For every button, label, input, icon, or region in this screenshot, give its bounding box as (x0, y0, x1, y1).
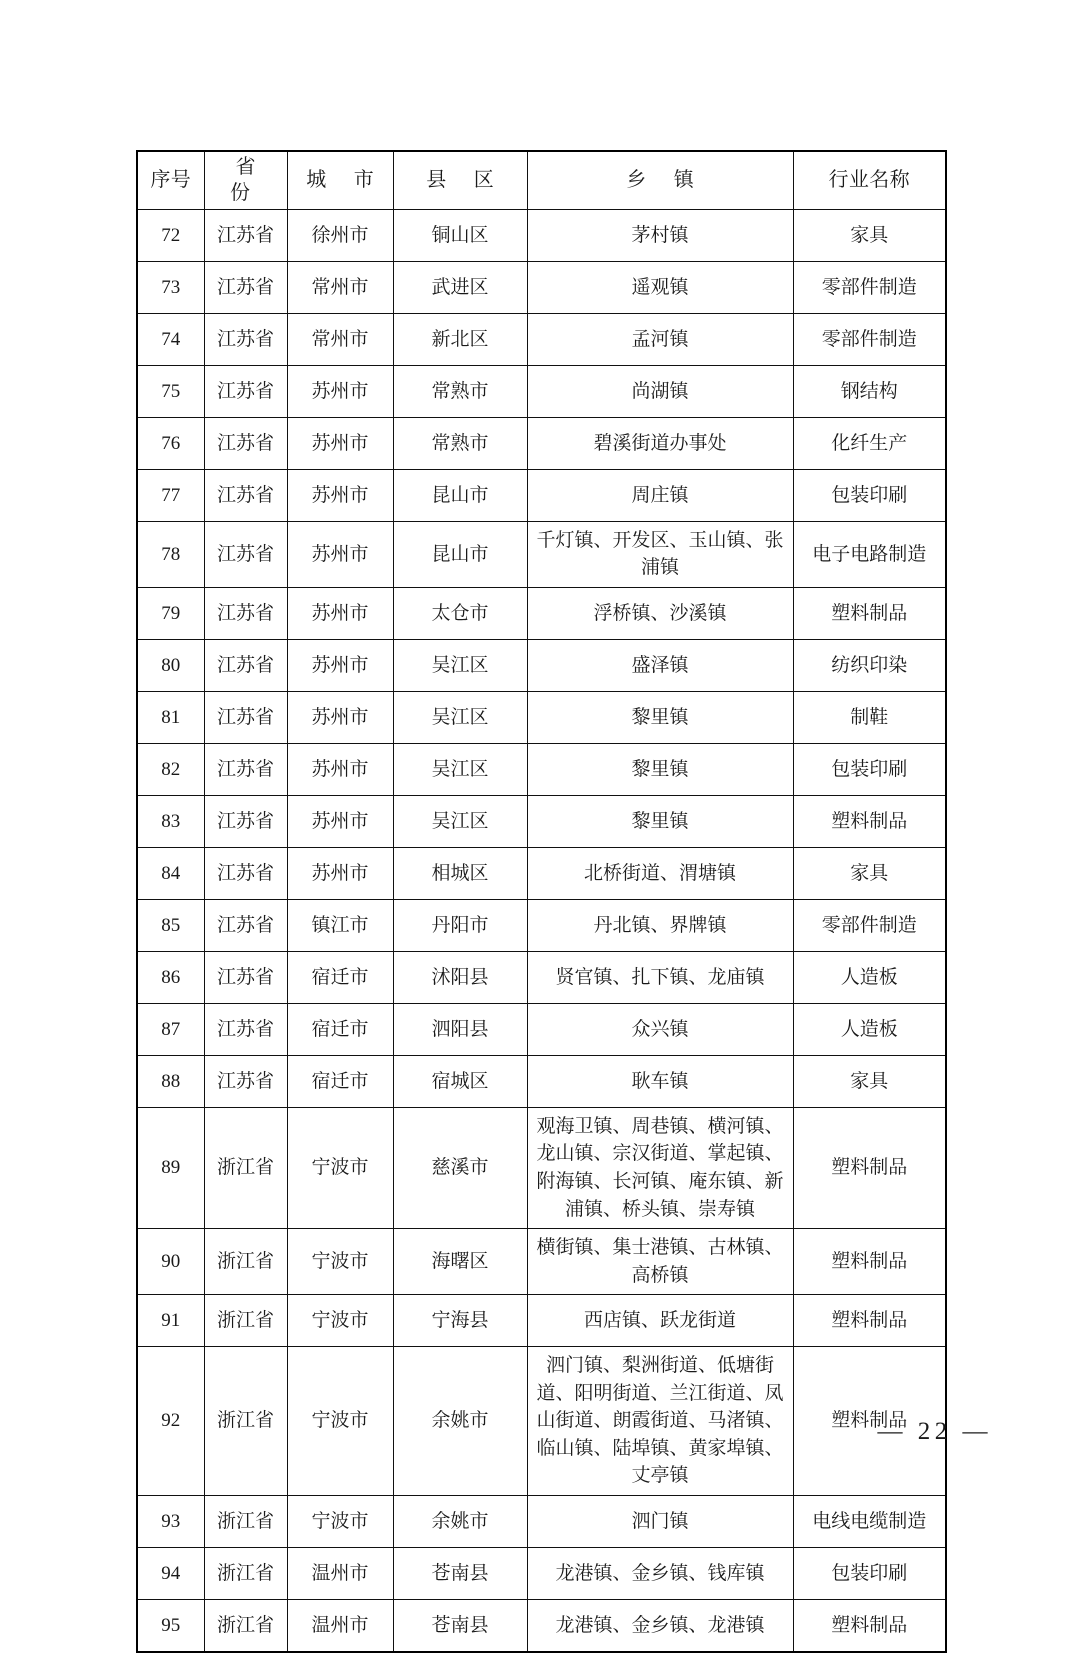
cell-city: 宿迁市 (287, 1055, 393, 1107)
cell-province: 江苏省 (204, 847, 287, 899)
column-header-province: 省 份 (204, 151, 287, 209)
cell-city: 镇江市 (287, 899, 393, 951)
cell-seq: 79 (137, 587, 204, 639)
cell-seq: 89 (137, 1107, 204, 1228)
cell-county: 海曙区 (393, 1229, 527, 1295)
cell-province: 江苏省 (204, 639, 287, 691)
cell-city: 温州市 (287, 1599, 393, 1652)
cell-seq: 78 (137, 521, 204, 587)
cell-industry: 零部件制造 (793, 261, 946, 313)
cell-county: 苍南县 (393, 1599, 527, 1652)
cell-industry: 家具 (793, 1055, 946, 1107)
cell-seq: 84 (137, 847, 204, 899)
page-number: — 22 — (877, 1418, 992, 1445)
cell-town: 盛泽镇 (527, 639, 793, 691)
cell-town: 观海卫镇、周巷镇、横河镇、龙山镇、宗汉街道、掌起镇、附海镇、长河镇、庵东镇、新浦镇、桥头镇、崇寿镇 (527, 1107, 793, 1228)
cell-town: 贤官镇、扎下镇、龙庙镇 (527, 951, 793, 1003)
table-row (137, 1599, 946, 1652)
cell-industry: 塑料制品 (793, 1229, 946, 1295)
cell-town: 北桥街道、渭塘镇 (527, 847, 793, 899)
cell-seq: 83 (137, 795, 204, 847)
cell-industry: 零部件制造 (793, 313, 946, 365)
cell-county: 余姚市 (393, 1495, 527, 1547)
table-row (137, 209, 946, 261)
cell-town: 丹北镇、界牌镇 (527, 899, 793, 951)
cell-industry: 人造板 (793, 1003, 946, 1055)
column-header-city: 城 市 (287, 151, 393, 209)
cell-town: 千灯镇、开发区、玉山镇、张浦镇 (527, 521, 793, 587)
cell-seq: 95 (137, 1599, 204, 1652)
cell-province: 浙江省 (204, 1599, 287, 1652)
table-row (137, 951, 946, 1003)
cell-town: 众兴镇 (527, 1003, 793, 1055)
cell-industry: 家具 (793, 847, 946, 899)
table-row (137, 1229, 946, 1295)
cell-town: 遥观镇 (527, 261, 793, 313)
cell-seq: 76 (137, 417, 204, 469)
cell-town: 浮桥镇、沙溪镇 (527, 587, 793, 639)
cell-province: 江苏省 (204, 313, 287, 365)
cell-province: 浙江省 (204, 1547, 287, 1599)
cell-city: 常州市 (287, 261, 393, 313)
cell-province: 浙江省 (204, 1495, 287, 1547)
table-row (137, 899, 946, 951)
table-row (137, 261, 946, 313)
cell-seq: 88 (137, 1055, 204, 1107)
cell-province: 江苏省 (204, 209, 287, 261)
cell-county: 宿城区 (393, 1055, 527, 1107)
cell-town: 黎里镇 (527, 743, 793, 795)
cell-province: 江苏省 (204, 587, 287, 639)
cell-province: 浙江省 (204, 1107, 287, 1228)
column-header-county: 县 区 (393, 151, 527, 209)
cell-seq: 72 (137, 209, 204, 261)
cell-province: 浙江省 (204, 1347, 287, 1496)
cell-city: 宿迁市 (287, 951, 393, 1003)
cell-town: 泗门镇、梨洲街道、低塘街道、阳明街道、兰江街道、凤山街道、朗霞街道、马渚镇、临山镇、陆埠镇、黄家埠镇、丈亭镇 (527, 1347, 793, 1496)
cell-county: 泗阳县 (393, 1003, 527, 1055)
table-row (137, 469, 946, 521)
cell-province: 浙江省 (204, 1295, 287, 1347)
cell-seq: 81 (137, 691, 204, 743)
column-header-industry: 行业名称 (793, 151, 946, 209)
cell-county: 吴江区 (393, 743, 527, 795)
cell-province: 江苏省 (204, 951, 287, 1003)
cell-county: 昆山市 (393, 521, 527, 587)
cell-county: 吴江区 (393, 691, 527, 743)
cell-city: 苏州市 (287, 365, 393, 417)
cell-seq: 74 (137, 313, 204, 365)
cell-city: 徐州市 (287, 209, 393, 261)
cell-town: 泗门镇 (527, 1495, 793, 1547)
cell-seq: 77 (137, 469, 204, 521)
table-row (137, 847, 946, 899)
cell-city: 苏州市 (287, 743, 393, 795)
table-row (137, 1055, 946, 1107)
cell-city: 宁波市 (287, 1229, 393, 1295)
cell-industry: 塑料制品 (793, 1347, 946, 1496)
table-row (137, 521, 946, 587)
cell-town: 黎里镇 (527, 795, 793, 847)
cell-province: 江苏省 (204, 743, 287, 795)
table-row (137, 587, 946, 639)
cell-province: 江苏省 (204, 1003, 287, 1055)
cell-province: 江苏省 (204, 261, 287, 313)
cell-province: 江苏省 (204, 469, 287, 521)
cell-county: 太仓市 (393, 587, 527, 639)
cell-seq: 92 (137, 1347, 204, 1496)
cell-county: 丹阳市 (393, 899, 527, 951)
table-header-row (137, 151, 946, 209)
cell-seq: 87 (137, 1003, 204, 1055)
cell-town: 横街镇、集士港镇、古林镇、高桥镇 (527, 1229, 793, 1295)
cell-seq: 75 (137, 365, 204, 417)
cell-county: 苍南县 (393, 1547, 527, 1599)
cell-city: 苏州市 (287, 587, 393, 639)
table-row (137, 1003, 946, 1055)
cell-city: 苏州市 (287, 795, 393, 847)
cell-city: 宁波市 (287, 1295, 393, 1347)
cell-county: 余姚市 (393, 1347, 527, 1496)
column-header-seq: 序号 (137, 151, 204, 209)
cell-province: 江苏省 (204, 795, 287, 847)
cell-seq: 80 (137, 639, 204, 691)
cell-industry: 包装印刷 (793, 743, 946, 795)
cell-county: 相城区 (393, 847, 527, 899)
table-row (137, 691, 946, 743)
cell-county: 新北区 (393, 313, 527, 365)
table-row (137, 795, 946, 847)
cell-province: 江苏省 (204, 521, 287, 587)
cell-county: 吴江区 (393, 639, 527, 691)
table-row (137, 1547, 946, 1599)
cell-town: 西店镇、跃龙街道 (527, 1295, 793, 1347)
cell-industry: 塑料制品 (793, 1107, 946, 1228)
cell-seq: 93 (137, 1495, 204, 1547)
cell-city: 温州市 (287, 1547, 393, 1599)
cell-city: 苏州市 (287, 469, 393, 521)
table-row (137, 1295, 946, 1347)
cell-town: 龙港镇、金乡镇、龙港镇 (527, 1599, 793, 1652)
cell-city: 宁波市 (287, 1347, 393, 1496)
table-row (137, 365, 946, 417)
cell-city: 宁波市 (287, 1107, 393, 1228)
cell-county: 常熟市 (393, 365, 527, 417)
table-row (137, 743, 946, 795)
cell-city: 苏州市 (287, 847, 393, 899)
cell-town: 碧溪街道办事处 (527, 417, 793, 469)
cell-city: 苏州市 (287, 521, 393, 587)
cell-county: 吴江区 (393, 795, 527, 847)
cell-seq: 85 (137, 899, 204, 951)
cell-province: 江苏省 (204, 365, 287, 417)
cell-town: 尚湖镇 (527, 365, 793, 417)
cell-county: 武进区 (393, 261, 527, 313)
cell-seq: 91 (137, 1295, 204, 1347)
cell-seq: 82 (137, 743, 204, 795)
table-header (137, 151, 946, 209)
table-body (137, 209, 946, 1652)
cell-seq: 90 (137, 1229, 204, 1295)
cell-city: 宿迁市 (287, 1003, 393, 1055)
cell-industry: 人造板 (793, 951, 946, 1003)
cell-industry: 塑料制品 (793, 1599, 946, 1652)
cell-province: 江苏省 (204, 417, 287, 469)
cell-county: 宁海县 (393, 1295, 527, 1347)
column-header-town: 乡 镇 (527, 151, 793, 209)
cell-city: 苏州市 (287, 691, 393, 743)
cell-industry: 塑料制品 (793, 795, 946, 847)
table-row (137, 417, 946, 469)
cell-town: 耿车镇 (527, 1055, 793, 1107)
cell-town: 龙港镇、金乡镇、钱库镇 (527, 1547, 793, 1599)
cell-city: 苏州市 (287, 639, 393, 691)
cell-county: 慈溪市 (393, 1107, 527, 1228)
cell-seq: 86 (137, 951, 204, 1003)
cell-industry: 零部件制造 (793, 899, 946, 951)
cell-industry: 制鞋 (793, 691, 946, 743)
cell-province: 江苏省 (204, 1055, 287, 1107)
cell-industry: 电子电路制造 (793, 521, 946, 587)
table-row (137, 1347, 946, 1496)
table-row (137, 1495, 946, 1547)
cell-city: 宁波市 (287, 1495, 393, 1547)
cell-county: 常熟市 (393, 417, 527, 469)
cell-province: 江苏省 (204, 691, 287, 743)
table-row (137, 639, 946, 691)
cell-town: 茅村镇 (527, 209, 793, 261)
cell-county: 铜山区 (393, 209, 527, 261)
cell-town: 周庄镇 (527, 469, 793, 521)
cell-seq: 94 (137, 1547, 204, 1599)
cell-city: 常州市 (287, 313, 393, 365)
table-row (137, 313, 946, 365)
cell-county: 沭阳县 (393, 951, 527, 1003)
cell-industry: 包装印刷 (793, 1547, 946, 1599)
industry-town-table (136, 150, 947, 1653)
cell-industry: 塑料制品 (793, 1295, 946, 1347)
cell-province: 江苏省 (204, 899, 287, 951)
cell-county: 昆山市 (393, 469, 527, 521)
cell-industry: 纺织印染 (793, 639, 946, 691)
table-row (137, 1107, 946, 1228)
cell-industry: 化纤生产 (793, 417, 946, 469)
cell-town: 黎里镇 (527, 691, 793, 743)
cell-province: 浙江省 (204, 1229, 287, 1295)
cell-industry: 塑料制品 (793, 587, 946, 639)
cell-city: 苏州市 (287, 417, 393, 469)
cell-industry: 钢结构 (793, 365, 946, 417)
cell-town: 孟河镇 (527, 313, 793, 365)
cell-industry: 家具 (793, 209, 946, 261)
cell-industry: 电线电缆制造 (793, 1495, 946, 1547)
cell-seq: 73 (137, 261, 204, 313)
cell-industry: 包装印刷 (793, 469, 946, 521)
region-table-container (136, 150, 945, 1653)
